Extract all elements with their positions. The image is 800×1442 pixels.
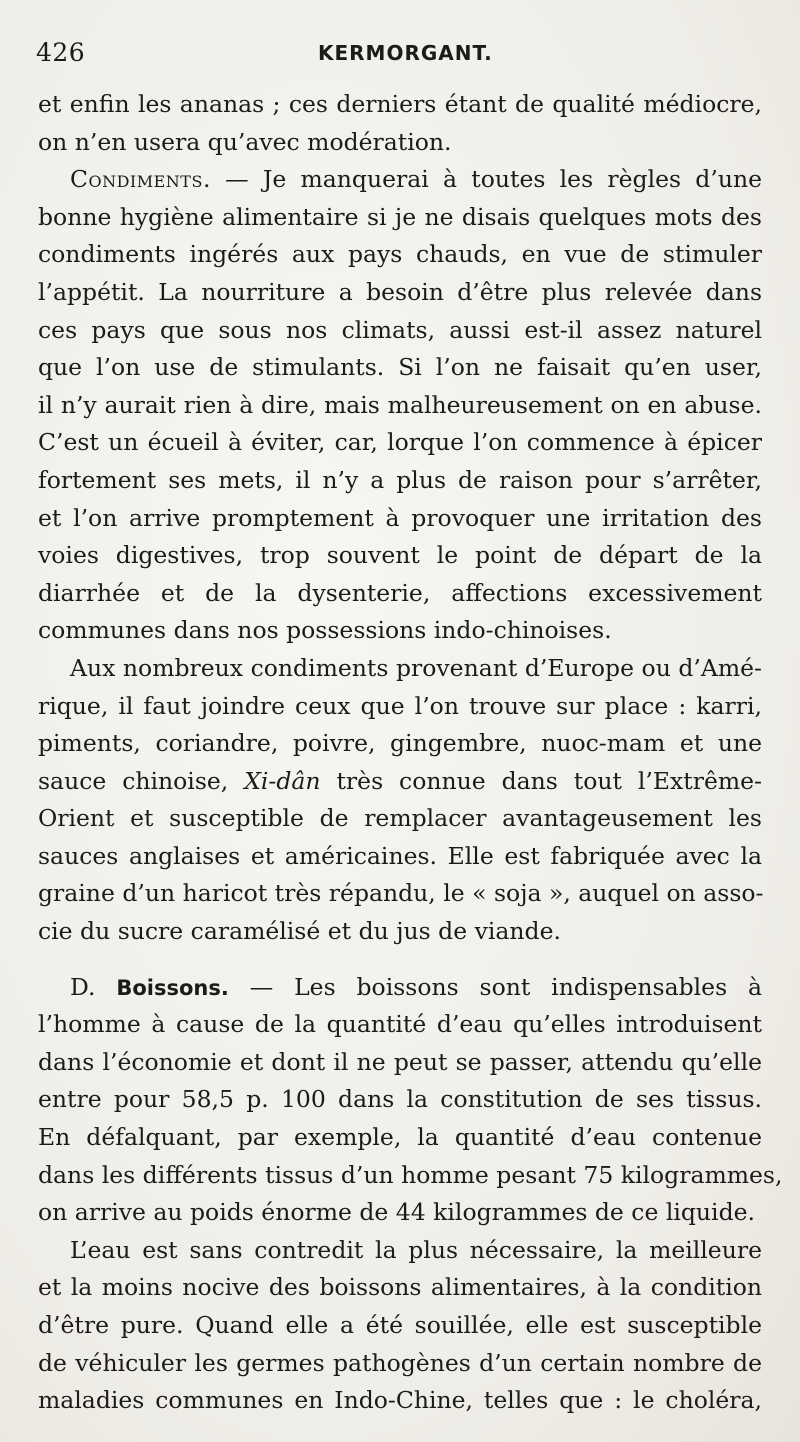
- text-line: dans l’économie et dont il ne peut se passer, attendu qu’elle: [38, 1047, 762, 1076]
- text-line: communes dans nos possessions indo-chinoises.: [38, 616, 612, 645]
- text-fragment: très connue dans tout l’Extrême-: [320, 766, 762, 795]
- section-spacer: [38, 951, 762, 969]
- text-line: l’appétit. La nourriture a besoin d’être plus relevée dans: [38, 277, 762, 306]
- text-line: En défalquant, par exemple, la quantité d’eau contenue: [38, 1123, 762, 1152]
- text-fragment: — Je manquerai à toutes les règles d’une: [210, 165, 762, 194]
- paragraph-water: [38, 1232, 762, 1420]
- paragraph-boissons: [38, 969, 783, 1232]
- italic-term-xidan: Xi-dân: [244, 766, 321, 795]
- section-label-condiments: Condiments.: [70, 165, 211, 194]
- section-heading-boissons: Boissons.: [116, 975, 229, 1000]
- text-line: et enfin les ananas ; ces derniers étant de qualité médiocre,: [38, 90, 762, 118]
- page-number: 426: [36, 38, 86, 67]
- text-line: diarrhée et de la dysenterie, affections excessivement: [38, 578, 762, 607]
- text-line: fortement ses mets, il n’y a plus de raison pour s’arrêter,: [38, 465, 762, 494]
- text-line: L’eau est sans contredit la plus nécessaire, la meilleure: [70, 1235, 762, 1264]
- text-line: ces pays que sous nos climats, aussi est-il assez naturel: [38, 315, 762, 344]
- text-line: entre pour 58,5 p. 100 dans la constitution de ses tissus.: [38, 1085, 762, 1114]
- page-header: [36, 38, 766, 78]
- text-line: bonne hygiène alimentaire si je ne disais quelques mots des: [38, 202, 762, 231]
- text-line: voies digestives, trop souvent le point de départ de la: [38, 541, 762, 570]
- text-line: piments, coriandre, poivre, gingembre, nuoc-mam et une: [38, 729, 762, 758]
- text-line: graine d’un haricot très répandu, le « soja », auquel on asso-: [38, 879, 764, 908]
- text-fragment: — Les boissons sont indispensables à: [228, 972, 762, 1001]
- text-line: sauces anglaises et américaines. Elle est fabriquée avec la: [38, 841, 762, 870]
- text-line: Aux nombreux condiments provenant d’Europe ou d’Amé-: [70, 653, 762, 682]
- text-line: d’être pure. Quand elle a été souillée, elle est susceptible: [38, 1311, 762, 1339]
- text-line: il n’y aurait rien à dire, mais malheureusement on en abuse.: [38, 390, 762, 419]
- text-line: C’est un écueil à éviter, car, lorque l’on commence à épicer: [38, 428, 762, 457]
- paragraph-fruits: [38, 86, 762, 161]
- body-text: [38, 86, 783, 1420]
- text-line: maladies communes en Indo-Chine, telles que : le choléra,: [38, 1386, 762, 1415]
- text-line: condiments ingérés aux pays chauds, en vue de stimuler: [38, 240, 762, 269]
- text-line: dans les différents tissus d’un homme pesant 75 kilogrammes,: [38, 1160, 783, 1189]
- text-line: cie du sucre caramélisé et du jus de viande.: [38, 917, 561, 946]
- text-line: l’homme à cause de la quantité d’eau qu’elles introduisent: [38, 1010, 762, 1039]
- text-line: et l’on arrive promptement à provoquer une irritation des: [38, 503, 762, 532]
- text-line: rique, il faut joindre ceux que l’on trouve sur place : karri,: [38, 691, 762, 720]
- text-line: on arrive au poids énorme de 44 kilogrammes de ce liquide.: [38, 1198, 755, 1227]
- text-line: et la moins nocive des boissons alimentaires, à la condition: [38, 1273, 762, 1302]
- running-head: KERMORGANT.: [318, 41, 493, 65]
- text-line: [38, 969, 762, 1007]
- text-line: que l’on use de stimulants. Si l’on ne faisait qu’en user,: [38, 353, 762, 382]
- paragraph-condiments: [38, 161, 762, 650]
- text-line: on n’en usera qu’avec modération.: [38, 127, 452, 156]
- text-line: [38, 763, 762, 801]
- paragraph-local-condiments: [38, 650, 762, 951]
- text-line: [38, 161, 762, 199]
- text-fragment: sauce chinoise,: [38, 766, 245, 795]
- text-line: de véhiculer les germes pathogènes d’un certain nombre de: [38, 1348, 762, 1377]
- text-line: Orient et susceptible de remplacer avantageusement les: [38, 804, 762, 833]
- section-prefix: D.: [70, 972, 117, 1001]
